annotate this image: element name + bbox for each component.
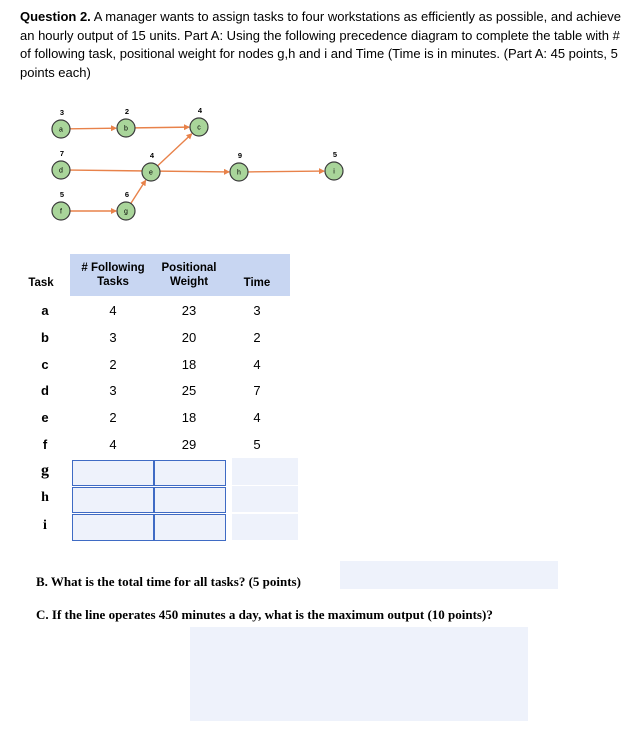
task-label-b: b <box>41 330 49 345</box>
time-input-i[interactable] <box>232 514 298 540</box>
task-label-c: c <box>41 357 49 372</box>
following-input-g[interactable] <box>72 460 154 486</box>
task-label-i: i <box>43 518 47 533</box>
node-f <box>52 190 70 220</box>
weight-b: 20 <box>181 330 197 345</box>
part-b-question: B. What is the total time for all tasks? (5 points) <box>36 574 301 589</box>
part-b-answer-field[interactable] <box>340 561 558 589</box>
node-label-i: i <box>333 168 335 176</box>
node-d <box>52 149 70 179</box>
node-label-e: e <box>149 169 153 177</box>
node-h <box>230 151 248 181</box>
weight-c: 18 <box>181 357 197 372</box>
node-label-d: d <box>59 167 63 175</box>
weight-a: 23 <box>181 303 197 318</box>
node-time-a: 3 <box>59 108 65 117</box>
node-time-f: 5 <box>59 190 65 199</box>
node-label-a: a <box>59 126 63 134</box>
task-label-f: f <box>42 437 48 452</box>
header-positional-weight: Positional Weight <box>161 262 217 288</box>
node-b <box>117 107 135 137</box>
node-time-d: 7 <box>59 149 65 158</box>
edge-h-i <box>248 171 324 172</box>
weight-e: 18 <box>181 410 197 425</box>
edge-b-c <box>135 127 189 128</box>
node-time-e: 4 <box>149 151 155 160</box>
weight-input-i[interactable] <box>154 514 226 541</box>
part-c-answer-field[interactable] <box>190 627 528 721</box>
header-following-tasks: # Following Tasks <box>81 262 145 288</box>
task-label-h: h <box>41 490 49 505</box>
time-a: 3 <box>253 303 261 318</box>
weight-d: 25 <box>181 383 197 398</box>
node-label-c: c <box>197 124 201 132</box>
diagram-nodes <box>52 106 343 220</box>
edge-a-b <box>70 128 116 129</box>
node-time-i: 5 <box>332 150 338 159</box>
task-label-e: e <box>41 410 49 425</box>
question-body: A manager wants to assign tasks to four workstations as efficiently as possible, and achieve an hourly output of 15 units. Part A: Using the following precedence diagram to complete the table with # of following task, positional weight for nodes g,h and i and Time (Time is in minutes. (Part A: 45 points, 5 points each) <box>20 9 621 80</box>
time-input-g[interactable] <box>232 458 298 485</box>
part-c-question: C. If the line operates 450 minutes a day, what is the maximum output (10 points)? <box>36 607 493 622</box>
edge-g-e <box>131 180 146 203</box>
following-b: 3 <box>109 330 117 345</box>
header-time: Time <box>243 277 271 289</box>
edge-e-c <box>158 134 192 166</box>
time-f: 5 <box>253 437 261 452</box>
node-g <box>117 190 135 220</box>
task-label-g: g <box>41 462 49 479</box>
time-input-h[interactable] <box>232 486 298 512</box>
following-f: 4 <box>109 437 117 452</box>
time-e: 4 <box>253 410 261 425</box>
following-input-h[interactable] <box>72 487 154 513</box>
node-e <box>142 151 160 181</box>
node-i <box>325 150 343 180</box>
following-d: 3 <box>109 383 117 398</box>
time-c: 4 <box>253 357 261 372</box>
node-label-b: b <box>124 125 128 133</box>
following-input-i[interactable] <box>72 514 154 541</box>
following-c: 2 <box>109 357 117 372</box>
task-label-d: d <box>41 383 49 398</box>
header-task: Task <box>28 277 54 289</box>
node-label-h: h <box>237 169 241 177</box>
node-time-g: 6 <box>124 190 130 199</box>
diagram-edges <box>70 124 324 211</box>
following-a: 4 <box>109 303 117 318</box>
task-label-a: a <box>41 303 49 318</box>
node-c <box>190 106 208 136</box>
node-label-f: f <box>60 208 62 216</box>
node-label-g: g <box>124 208 128 216</box>
node-time-c: 4 <box>197 106 203 115</box>
node-a <box>52 108 70 138</box>
time-b: 2 <box>253 330 261 345</box>
weight-f: 29 <box>181 437 197 452</box>
weight-input-h[interactable] <box>154 487 226 513</box>
question-label: Question 2. <box>20 9 91 24</box>
weight-input-g[interactable] <box>154 460 226 486</box>
precedence-diagram <box>0 0 637 245</box>
following-e: 2 <box>109 410 117 425</box>
node-time-h: 9 <box>237 151 243 160</box>
node-time-b: 2 <box>124 107 130 116</box>
time-d: 7 <box>253 383 261 398</box>
